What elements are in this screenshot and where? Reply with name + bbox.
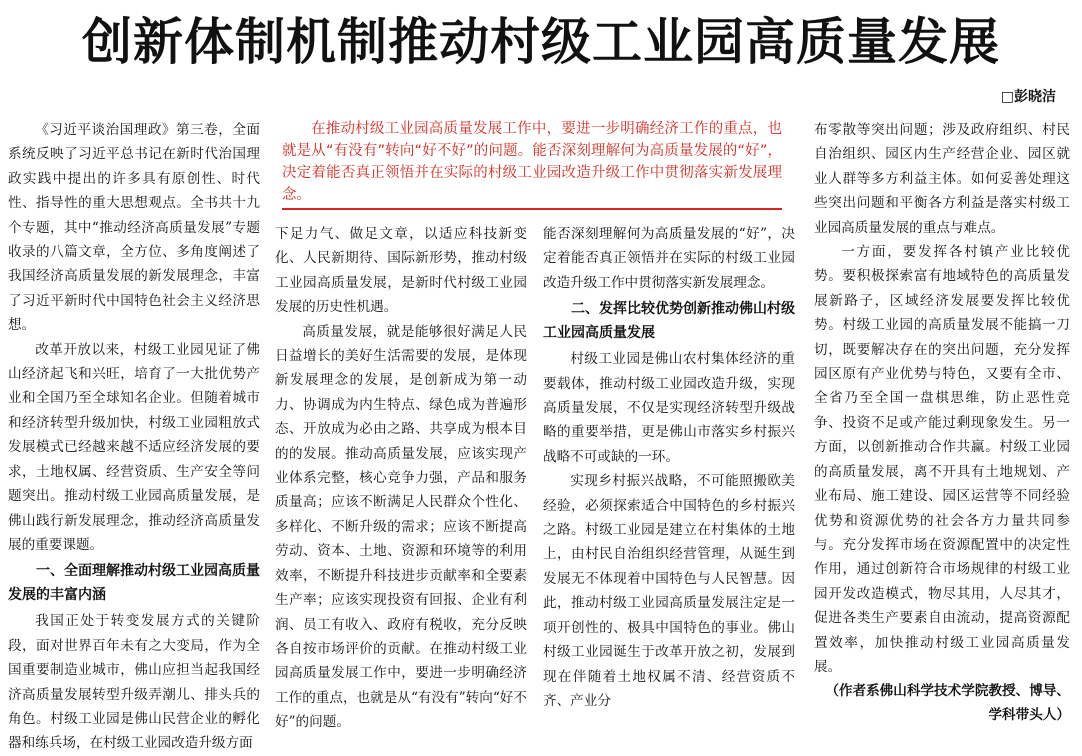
paragraph: 《习近平谈治国理政》第三卷，全面系统反映了习近平总书记在新时代治国理政实践中提出的许多具有原创性、时代性、指导性的重大思想观点。全书共十九个专题，其中“推动经济高质量发展”专题收录的八篇文章，全方位、多角度阐述了我国经济高质量发展的新发展理念，丰富了习近平新时代中国特色社会主义经济思想。	[8, 122, 260, 334]
paragraph: 实现乡村振兴战略，不可能照搬欧美经验，必须探索适合中国特色的乡村振兴之路。村级工业园是建立在村集体的土地上，由村民自治组织经营管理，从诞生到发展无不体现着中国特色与人民智慧。因此，推动村级工业园高质量发展注定是一项开创性的、极具中国特色的事业。佛山村级工业园诞生于改革开放之初，发展到现在伴随着土地权属不清、经营资质不齐、产业分	[543, 473, 795, 709]
column-2	[275, 222, 527, 738]
pull-quote-text: 在推动村级工业园高质量发展工作中，要进一步明确经济工作的重点，也就是从“有没有”转向“好不好”的问题。能否深刻理解何为高质量发展的“好”，决定着能否真正领悟并在实际的村级工业园改造升级工作中贯彻落实新发展理念。	[282, 121, 782, 203]
section-heading-2: 二、发挥比较优势创新推动佛山村级工业园高质量发展	[543, 301, 795, 342]
paragraph: 布零散等突出问题；涉及政府组织、村民自治组织、园区内生产经营企业、园区就业人群等多方利益主体。如何妥善处理这些突出问题和平衡各方利益是落实村级工业园高质量发展的重点与难点。	[814, 122, 1070, 236]
paragraph: 下足力气、做足文章，以适应科技新变化、人民新期待、国际新形势，推动村级工业园高质量发展，是新时代村级工业园发展的历史性机遇。	[275, 226, 527, 316]
paragraph: 能否深刻理解何为高质量发展的“好”，决定着能否真正领悟并在实际的村级工业园改造升级工作中贯彻落实新发展理念。	[543, 226, 795, 291]
section-heading-1: 一、全面理解推动村级工业园高质量发展的丰富内涵	[8, 563, 260, 604]
paragraph: 高质量发展，就是能够很好满足人民日益增长的美好生活需要的发展，是体现新发展理念的发展，是创新成为第一动力、协调成为内生特点、绿色成为普遍形态、开放成为必由之路、共享成为根本目的的发展。推动高质量发展，应该实现产业体系完整，核心竞争力强，产品和服务质量高；应该不断满足人民群众个性化、多样化、不断升级的需求；应该不断提高劳动、资本、土地、资源和环境等的利用效率，不断提升科技进步贡献率和全要素生产率；应该实现投资有回报、企业有利润、员工有收入、政府有税收，充分反映各自按市场评价的贡献。在推动村级工业园高质量发展工作中，要进一步明确经济工作的重点，也就是从“有没有”转向“好不好”的问题。	[275, 323, 527, 731]
author-bio: （作者系佛山科学技术学院教授、博导、学科带头人）	[825, 683, 1070, 724]
column-1	[8, 118, 260, 752]
pull-quote	[282, 118, 782, 210]
article-title: 创新体制机制推动村级工业园高质量发展	[82, 13, 1000, 71]
paragraph: 一方面，要发挥各村镇产业比较优势。要积极探索富有地域特色的高质量发展新路子，区域经济发展要发挥比较优势。村级工业园的高质量发展不能搞一刀切，既要解决存在的突出问题，充分发挥园区原有产业优势与特色，又要有全市、全省乃至全国一盘棋思维，防止恶性竞争、投资不足或产能过剩现象发生。另一方面，以创新推动合作共赢。村级工业园的高质量发展，离不开具有土地规划、产业布局、施工建设、园区运营等不同经验优势和资源优势的社会各方力量共同参与。充分发挥市场在资源配置中的决定性作用，通过创新符合市场规律的村级工业园开发改造模式，物尽其用，人尽其才，促进各类生产要素自由流动，提高资源配置效率，加快推动村级工业园高质量发展。	[814, 244, 1070, 675]
pull-quote-underline	[282, 208, 782, 210]
paragraph: 改革开放以来，村级工业园见证了佛山经济起飞和兴旺，培育了一大批优势产业和全国乃至全球知名企业。但随着城市和经济转型升级加快，村级工业园粗放式发展模式已经越来越不适应经济发展的要求，土地权属、经营资质、生产安全等问题突出。推动村级工业园高质量发展，是佛山践行新发展理念，推动经济高质量发展的重要课题。	[8, 341, 260, 553]
author-byline: □彭晓洁	[1000, 89, 1056, 105]
paragraph: 村级工业园是佛山农村集体经济的重要载体，推动村级工业园改造升级，实现高质量发展，不仅是实现经济转型升级战略的重要举措，更是佛山市落实乡村振兴战略不可或缺的一环。	[543, 351, 795, 465]
column-4	[814, 118, 1070, 738]
paragraph: 我国正处于转变发展方式的关键阶段，面对世界百年未有之大变局，作为全国重要制造业城市，佛山应担当起我国经济高质量发展转型升级弄潮儿、排头兵的角色。村级工业园是佛山民营企业的孵化器和练兵场，在村级工业园改造升级方面	[8, 613, 260, 752]
column-3	[543, 222, 795, 738]
